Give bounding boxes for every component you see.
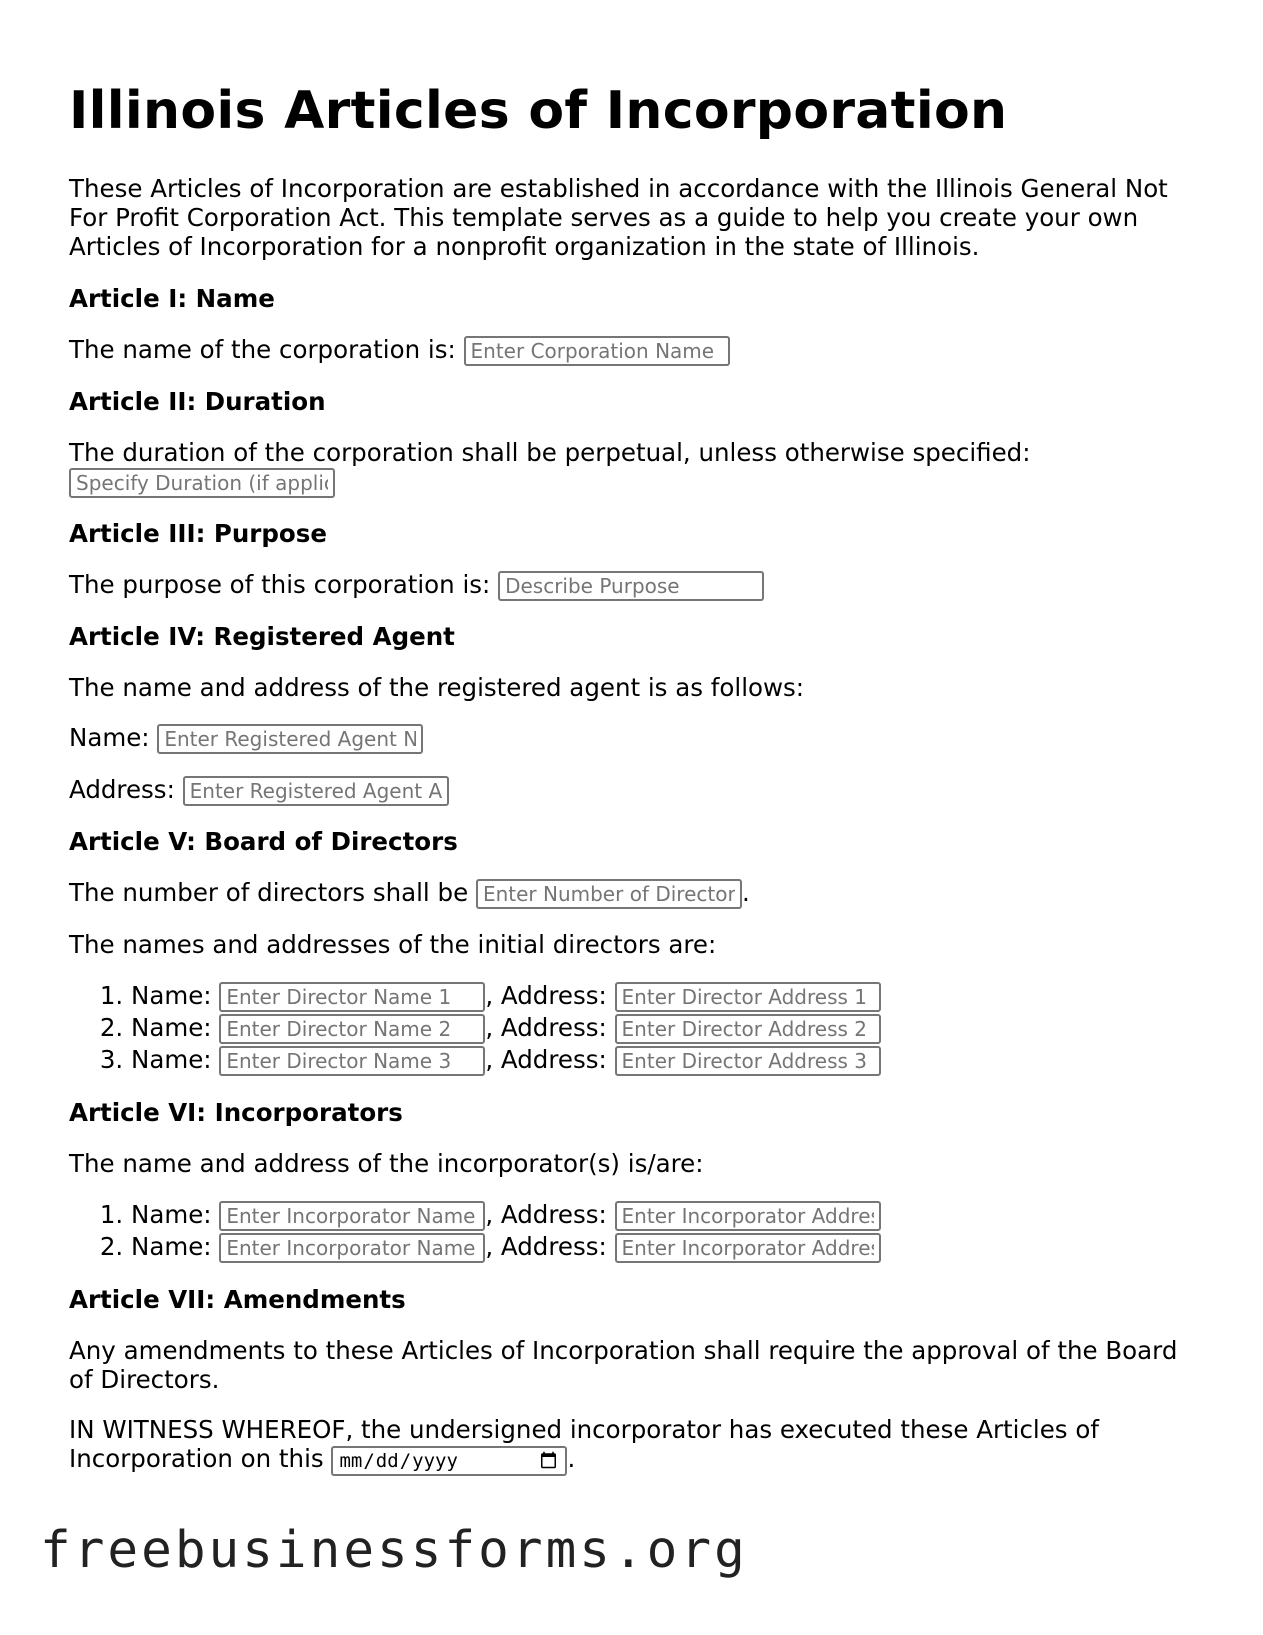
incorporator-name-input-1[interactable]: [219, 1201, 485, 1231]
incorporator-address-input-2[interactable]: [615, 1233, 881, 1263]
article-2-heading: Article II: Duration: [69, 386, 326, 416]
intro-paragraph: These Articles of Incorporation are established in accordance with the Illinois General Not For Profit Corporation Act. This template serves as a guide to help you create your own Articles of Incorporation for a nonprofit organization in the state of Illinois.: [69, 173, 1168, 261]
director-address-input-3[interactable]: [615, 1046, 881, 1076]
list-item: [131, 980, 1199, 1012]
witness-paragraph: [69, 1415, 1199, 1476]
incorporator-name-label: Name:: [131, 1199, 212, 1229]
list-item: [131, 1012, 1199, 1044]
witness-text: IN WITNESS WHEREOF, the undersigned incorporator has executed these Articles of Incorporation on this: [69, 1414, 1099, 1473]
director-count-row: [69, 878, 1199, 909]
registered-agent-address-input[interactable]: [183, 776, 449, 806]
director-name-input-3[interactable]: [219, 1046, 485, 1076]
registered-agent-address-label: Address:: [69, 774, 175, 804]
article-1-heading: Article I: Name: [69, 283, 275, 313]
incorporator-name-input-2[interactable]: [219, 1233, 485, 1263]
director-name-label: Name:: [131, 1044, 212, 1074]
director-address-label: , Address:: [485, 1012, 607, 1042]
list-item: [131, 1044, 1199, 1076]
watermark: freebusinessforms.org: [40, 1521, 748, 1580]
article-2-text: The duration of the corporation shall be perpetual, unless otherwise specified:: [69, 437, 1031, 467]
article-7-heading: Article VII: Amendments: [69, 1284, 406, 1314]
director-address-input-2[interactable]: [615, 1014, 881, 1044]
director-address-input-1[interactable]: [615, 982, 881, 1012]
directors-list: [69, 980, 1199, 1076]
list-item: [131, 1231, 1199, 1263]
director-count-input[interactable]: [476, 879, 742, 909]
director-address-label: , Address:: [485, 980, 607, 1010]
director-name-input-2[interactable]: [219, 1014, 485, 1044]
registered-agent-name-label: Name:: [69, 722, 150, 752]
article-4-heading: Article IV: Registered Agent: [69, 621, 455, 651]
registered-agent-address-row: [69, 775, 1199, 806]
article-7-text: Any amendments to these Articles of Incorporation shall require the approval of the Board of Directors.: [69, 1335, 1178, 1394]
director-address-label: , Address:: [485, 1044, 607, 1074]
document-page: [69, 82, 1199, 1497]
article-6-text: The name and address of the incorporator(s) is/are:: [69, 1148, 704, 1178]
witness-suffix: .: [567, 1443, 576, 1473]
article-1-paragraph: [69, 335, 1199, 366]
director-count-text: The number of directors shall be: [69, 877, 469, 907]
purpose-input[interactable]: [498, 571, 764, 601]
article-5-heading: Article V: Board of Directors: [69, 826, 458, 856]
incorporator-address-label: , Address:: [485, 1231, 607, 1261]
registered-agent-name-input[interactable]: [157, 724, 423, 754]
duration-input[interactable]: [69, 468, 335, 498]
incorporator-address-label: , Address:: [485, 1199, 607, 1229]
directors-list-text: The names and addresses of the initial directors are:: [69, 929, 717, 959]
page-title: Illinois Articles of Incorporation: [69, 81, 1008, 141]
list-item: [131, 1199, 1199, 1231]
article-4-text: The name and address of the registered agent is as follows:: [69, 672, 805, 702]
director-name-label: Name:: [131, 1012, 212, 1042]
incorporator-address-input-1[interactable]: [615, 1201, 881, 1231]
director-name-label: Name:: [131, 980, 212, 1010]
director-name-input-1[interactable]: [219, 982, 485, 1012]
article-6-heading: Article VI: Incorporators: [69, 1097, 403, 1127]
corporation-name-input[interactable]: [464, 336, 730, 366]
article-2-paragraph: [69, 438, 1199, 498]
article-3-text: The purpose of this corporation is:: [69, 569, 491, 599]
director-count-suffix: .: [741, 877, 750, 907]
incorporators-list: [69, 1199, 1199, 1263]
article-3-paragraph: [69, 570, 1199, 601]
incorporator-name-label: Name:: [131, 1231, 212, 1261]
registered-agent-name-row: [69, 723, 1199, 754]
execution-date-input[interactable]: [331, 1446, 567, 1476]
article-1-text: The name of the corporation is:: [69, 334, 456, 364]
article-3-heading: Article III: Purpose: [69, 518, 327, 548]
